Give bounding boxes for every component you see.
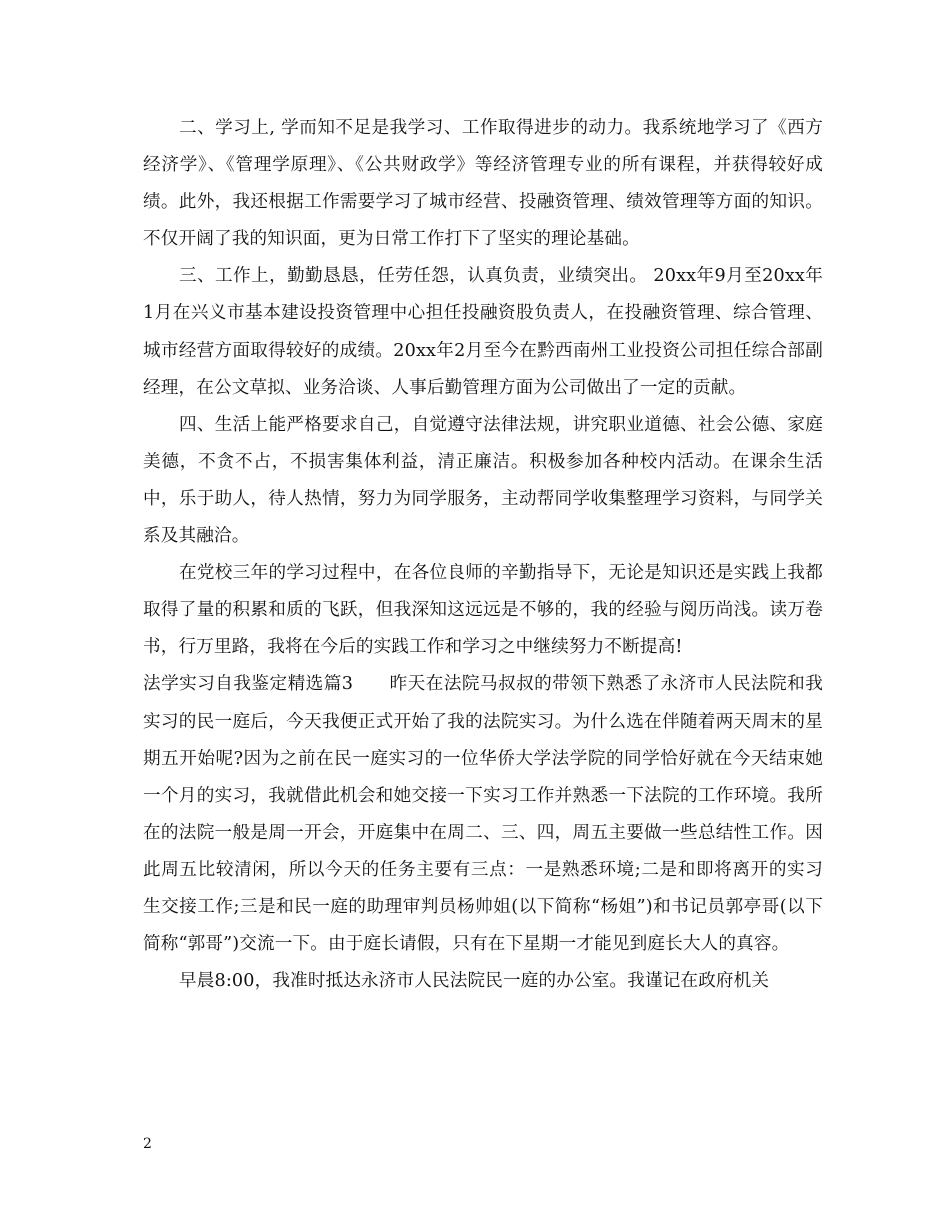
paragraph-study: 二、学习上, 学而知不足是我学习、工作取得进步的动力。我系统地学习了《西方经济学》、《管理学原理》、《公共财政学》等经济管理专业的所有课程，并获得较好成绩。此外，我还根据工作需要学习了城市经营、投融资管理、绩效管理等方面的知识。不仅开阔了我的知识面，更为日常工作打下了坚实的理论基础。 (143, 118, 823, 250)
paragraph-morning: 早晨8:00，我准时抵达永济市人民法院民一庭的办公室。我谨记在政府机关 (179, 971, 770, 992)
paragraph-internship-article: 法学实习自我鉴定精选篇3 昨天在法院马叔叔的带领下熟悉了永济市人民法院和我实习的民一庭后，今天我便正式开始了我的法院实习。为什么选在伴随着两天周末的星期五开始呢?因为之前在民一庭实习的一位华侨大学法学院的同学恰好就在今天结束她一个月的实习，我就借此机会和她交接一下实习工作并熟悉一下法院的工作环境。我所在的法院一般是周一开会，开庭集中在周二、三、四，周五主要做一些总结性工作。因此周五比较清闲，所以今天的任务主要有三点：一是熟悉环境;二是和即将离开的实习生交接工作;三是和民一庭的助理审判员杨帅姐(以下简称“杨姐”)和书记员郭亭哥(以下简称“郭哥”)交流一下。由于庭长请假，只有在下星期一才能见到庭长大人的真容。 (143, 674, 823, 955)
paragraph-summary: 在党校三年的学习过程中，在各位良师的辛勤指导下，无论是知识还是实践上我都取得了量的积累和质的飞跃，但我深知这远远是不够的，我的经验与阅历尚浅。读万卷书，行万里路，我将在今后的实践工作和学习之中继续努力不断提高! (143, 563, 823, 658)
page-number: 2 (143, 1136, 152, 1152)
document-body (143, 110, 823, 1000)
paragraph-life: 四、生活上能严格要求自己，自觉遵守法律法规，讲究职业道德、社会公德、家庭美德，不贪不占，不损害集体利益，清正廉洁。积极参加各种校内活动。在课余生活中，乐于助人，待人热情，努力为同学服务，主动帮同学收集整理学习资料，与同学关系及其融洽。 (143, 414, 823, 547)
paragraph-work: 三、工作上，勤勤恳恳，任劳任怨，认真负责，业绩突出。 20xx年9月至20xx年1月在兴义市基本建设投资管理中心担任投融资股负责人，在投融资管理、综合管理、城市经营方面取得较好的成绩。20xx年2月至今在黔西南州工业投资公司担任综合部副经理，在公文草拟、业务洽谈、人事后勤管理方面为公司做出了一定的贡献。 (143, 266, 823, 398)
